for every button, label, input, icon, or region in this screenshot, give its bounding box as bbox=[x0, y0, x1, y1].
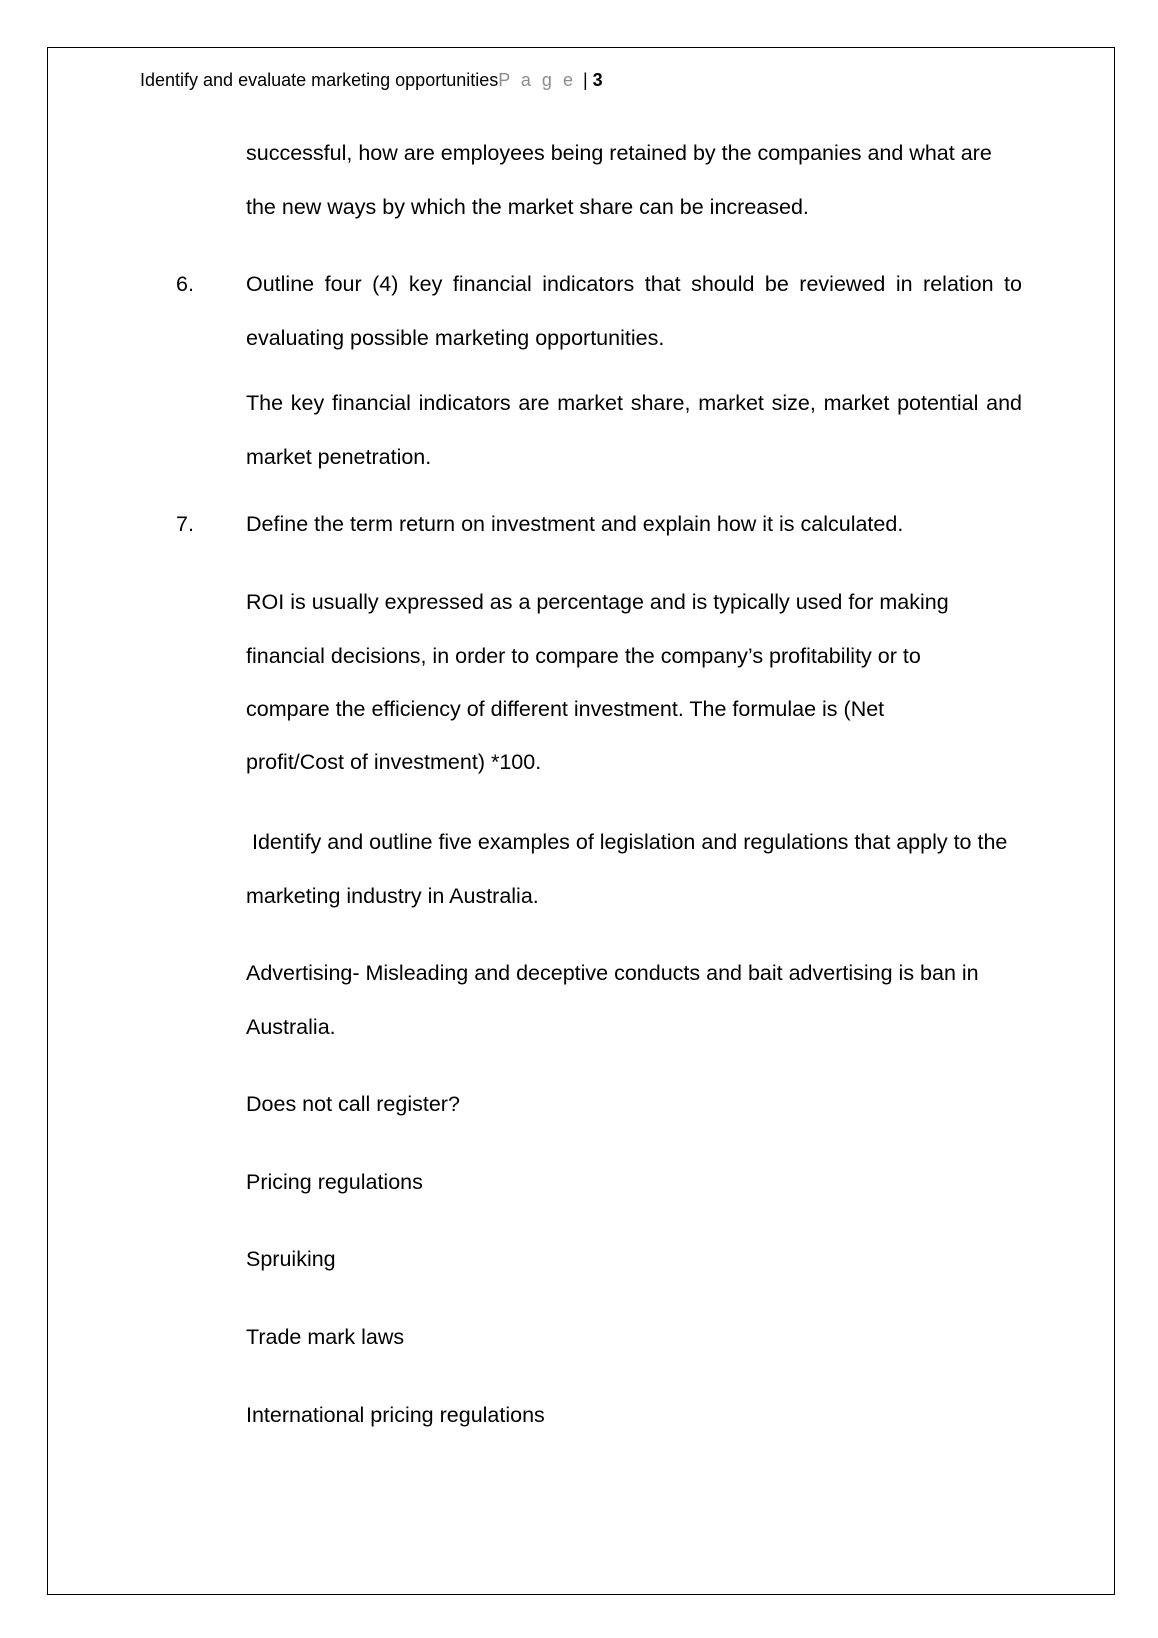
question-6-text: Outline four (4) key financial indicators that should be reviewed in relation to evaluating possible marketing opportunities. bbox=[246, 272, 1022, 350]
roi-line-4: profit/Cost of investment) *100. bbox=[246, 750, 542, 774]
legislation-item-5: International pricing regulations bbox=[246, 1403, 545, 1427]
header-separator: | bbox=[582, 70, 588, 90]
question-7-text: Define the term return on investment and explain how it is calculated. bbox=[246, 512, 904, 536]
header-title: Identify and evaluate marketing opportunities bbox=[140, 70, 499, 90]
question-6-answer: The key financial indicators are market share, market size, market potential and market penetration. bbox=[246, 391, 1022, 469]
legislation-item-2: Pricing regulations bbox=[246, 1170, 423, 1194]
header-page-word: P a g e bbox=[498, 70, 576, 90]
page-header bbox=[140, 70, 603, 91]
question-6-number: 6. bbox=[176, 272, 194, 296]
question-7-number: 7. bbox=[176, 512, 194, 536]
roi-line-3: compare the efficiency of different investment. The formulae is (Net bbox=[246, 697, 885, 721]
legislation-item-3: Spruiking bbox=[246, 1247, 336, 1271]
roi-line-2: financial decisions, in order to compare the company’s profitability or to bbox=[246, 644, 921, 668]
header-page-number: 3 bbox=[592, 70, 603, 90]
legislation-question: Identify and outline five examples of legislation and regulations that apply to the marketing industry in Australia. bbox=[246, 830, 1014, 908]
legislation-item-4: Trade mark laws bbox=[246, 1325, 405, 1349]
continuation-paragraph: successful, how are employees being retained by the companies and what are the new ways by which the market share can be increased. bbox=[246, 141, 992, 219]
advertising-paragraph: Advertising- Misleading and deceptive conducts and bait advertising is ban in Australia. bbox=[246, 961, 979, 1039]
roi-line-1: ROI is usually expressed as a percentage and is typically used for making bbox=[246, 590, 949, 614]
legislation-item-1: Does not call register? bbox=[246, 1092, 460, 1116]
